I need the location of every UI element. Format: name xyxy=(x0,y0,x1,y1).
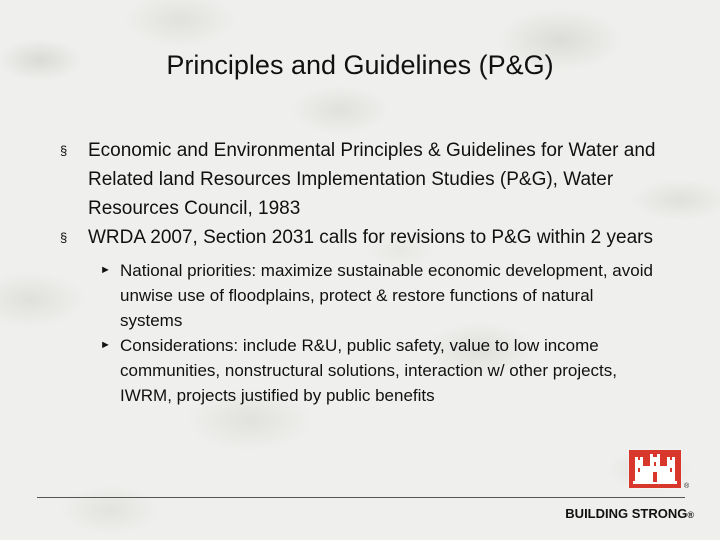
sub-bullet-text: Considerations: include R&U, public safety, value to low income communities, nonstructural solutions, interaction w/ other projects, IWRM, projects justified by public benefits xyxy=(120,336,618,405)
logo-registered-mark: ® xyxy=(684,483,690,490)
tagline-text: BUILDING STRONG xyxy=(565,506,688,521)
slide-body xyxy=(60,136,660,408)
bullet-item xyxy=(60,136,660,223)
bullet-text: WRDA 2007, Section 2031 calls for revisions to P&G within 2 years xyxy=(88,227,653,248)
sub-bullet-text: National priorities: maximize sustainable economic development, avoid unwise use of floodplains, protect & restore functions of natural systems xyxy=(120,261,653,330)
registered-mark: ® xyxy=(687,510,694,520)
bullet-item xyxy=(60,223,660,252)
footer-divider xyxy=(37,497,685,498)
square-bullet-icon: § xyxy=(60,230,68,245)
sub-bullet-list xyxy=(60,258,660,408)
triangle-bullet-icon: ► xyxy=(100,264,111,276)
sub-bullet-item xyxy=(60,258,660,333)
square-bullet-icon: § xyxy=(60,143,68,158)
footer-tagline xyxy=(565,506,694,521)
slide-title: Principles and Guidelines (P&G) xyxy=(166,50,554,80)
triangle-bullet-icon: ► xyxy=(100,339,111,351)
sub-bullet-item xyxy=(60,333,660,408)
bullet-text: Economic and Environmental Principles & Guidelines for Water and Related land Resources Implementation Studies (P&G), Water Resources Council, 1983 xyxy=(88,140,656,219)
castle-icon xyxy=(628,449,682,489)
